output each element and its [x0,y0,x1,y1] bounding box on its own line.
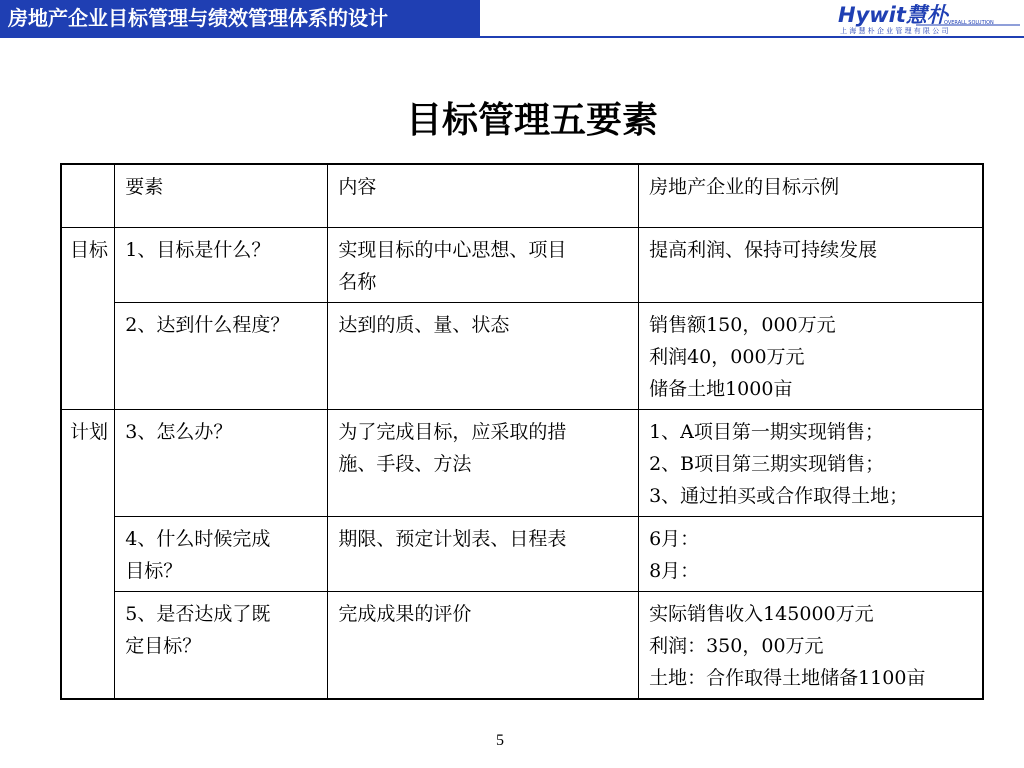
content-text: 达到的质、量、状态 [338,314,510,336]
element-text: 1、目标是什么？ [125,239,271,261]
table-row [61,410,983,517]
element-text: 定目标？ [125,635,202,657]
content-cell [328,517,639,592]
example-text: 8月： [649,560,700,582]
header-title: 房地产企业目标管理与绩效管理体系的设计 [8,6,388,30]
example-cell [639,303,983,410]
example-text: 提高利润、保持可持续发展 [649,239,878,261]
header-cell-category [61,164,115,228]
example-text: 实际销售收入145000万元 [649,603,874,625]
example-text: 销售额150，000万元 [649,314,836,336]
header-cell-element: 要素 [115,164,328,228]
content-cell [328,592,639,700]
table-row [61,517,983,592]
five-elements-table [60,163,984,700]
element-text: 3、怎么办？ [125,421,233,443]
element-text: 2、达到什么程度？ [125,314,290,336]
example-cell [639,517,983,592]
example-cell [639,410,983,517]
element-cell [115,517,328,592]
content-cell [328,228,639,303]
example-text: 储备土地1000亩 [649,378,793,400]
hywit-logo [836,2,1022,34]
header-cell-content: 内容 [328,164,639,228]
example-text: 土地：合作取得土地储备1100亩 [649,667,926,689]
content-text: 完成成果的评价 [338,603,472,625]
header-title-bar [0,0,480,36]
content-text: 期限、预定计划表、日程表 [338,528,567,550]
content-cell [328,410,639,517]
element-text: 4、什么时候完成 [125,528,271,550]
content-text: 施、手段、方法 [338,453,472,475]
content-text: 名称 [338,271,377,293]
example-cell [639,228,983,303]
example-cell [639,592,983,700]
element-cell [115,410,328,517]
category-cell-plan: 计划 [61,410,115,700]
content-cell [328,303,639,410]
example-text: 2、B项目第三期实现销售； [649,453,885,475]
element-cell [115,303,328,410]
table-row [61,228,983,303]
logo-subtext: OVERALL SOLUTION [944,20,994,26]
example-text: 6月： [649,528,700,550]
element-text: 目标？ [125,560,183,582]
table-row [61,592,983,700]
header-divider [0,36,1024,38]
header-cell-example: 房地产企业的目标示例 [639,164,983,228]
element-cell [115,228,328,303]
page-title: 目标管理五要素 [405,100,658,141]
element-cell [115,592,328,700]
example-text: 利润40，000万元 [649,346,805,368]
logo-company-name: 上 海 慧 朴 企 业 管 理 有 限 公 司 [840,27,949,34]
example-text: 1、A项目第一期实现销售； [649,421,884,443]
page-number: 5 [496,732,504,749]
content-text: 为了完成目标，应采取的措 [338,421,567,443]
category-cell-goal: 目标 [61,228,115,410]
example-text: 3、通过拍买或合作取得土地； [649,485,909,507]
example-text: 利润：350，00万元 [649,635,824,657]
content-text: 实现目标的中心思想、项目 [338,239,567,261]
logo-wordmark: Hywit慧朴 [838,3,948,27]
table-header-row [61,164,983,228]
element-text: 5、是否达成了既 [125,603,271,625]
table-row [61,303,983,410]
